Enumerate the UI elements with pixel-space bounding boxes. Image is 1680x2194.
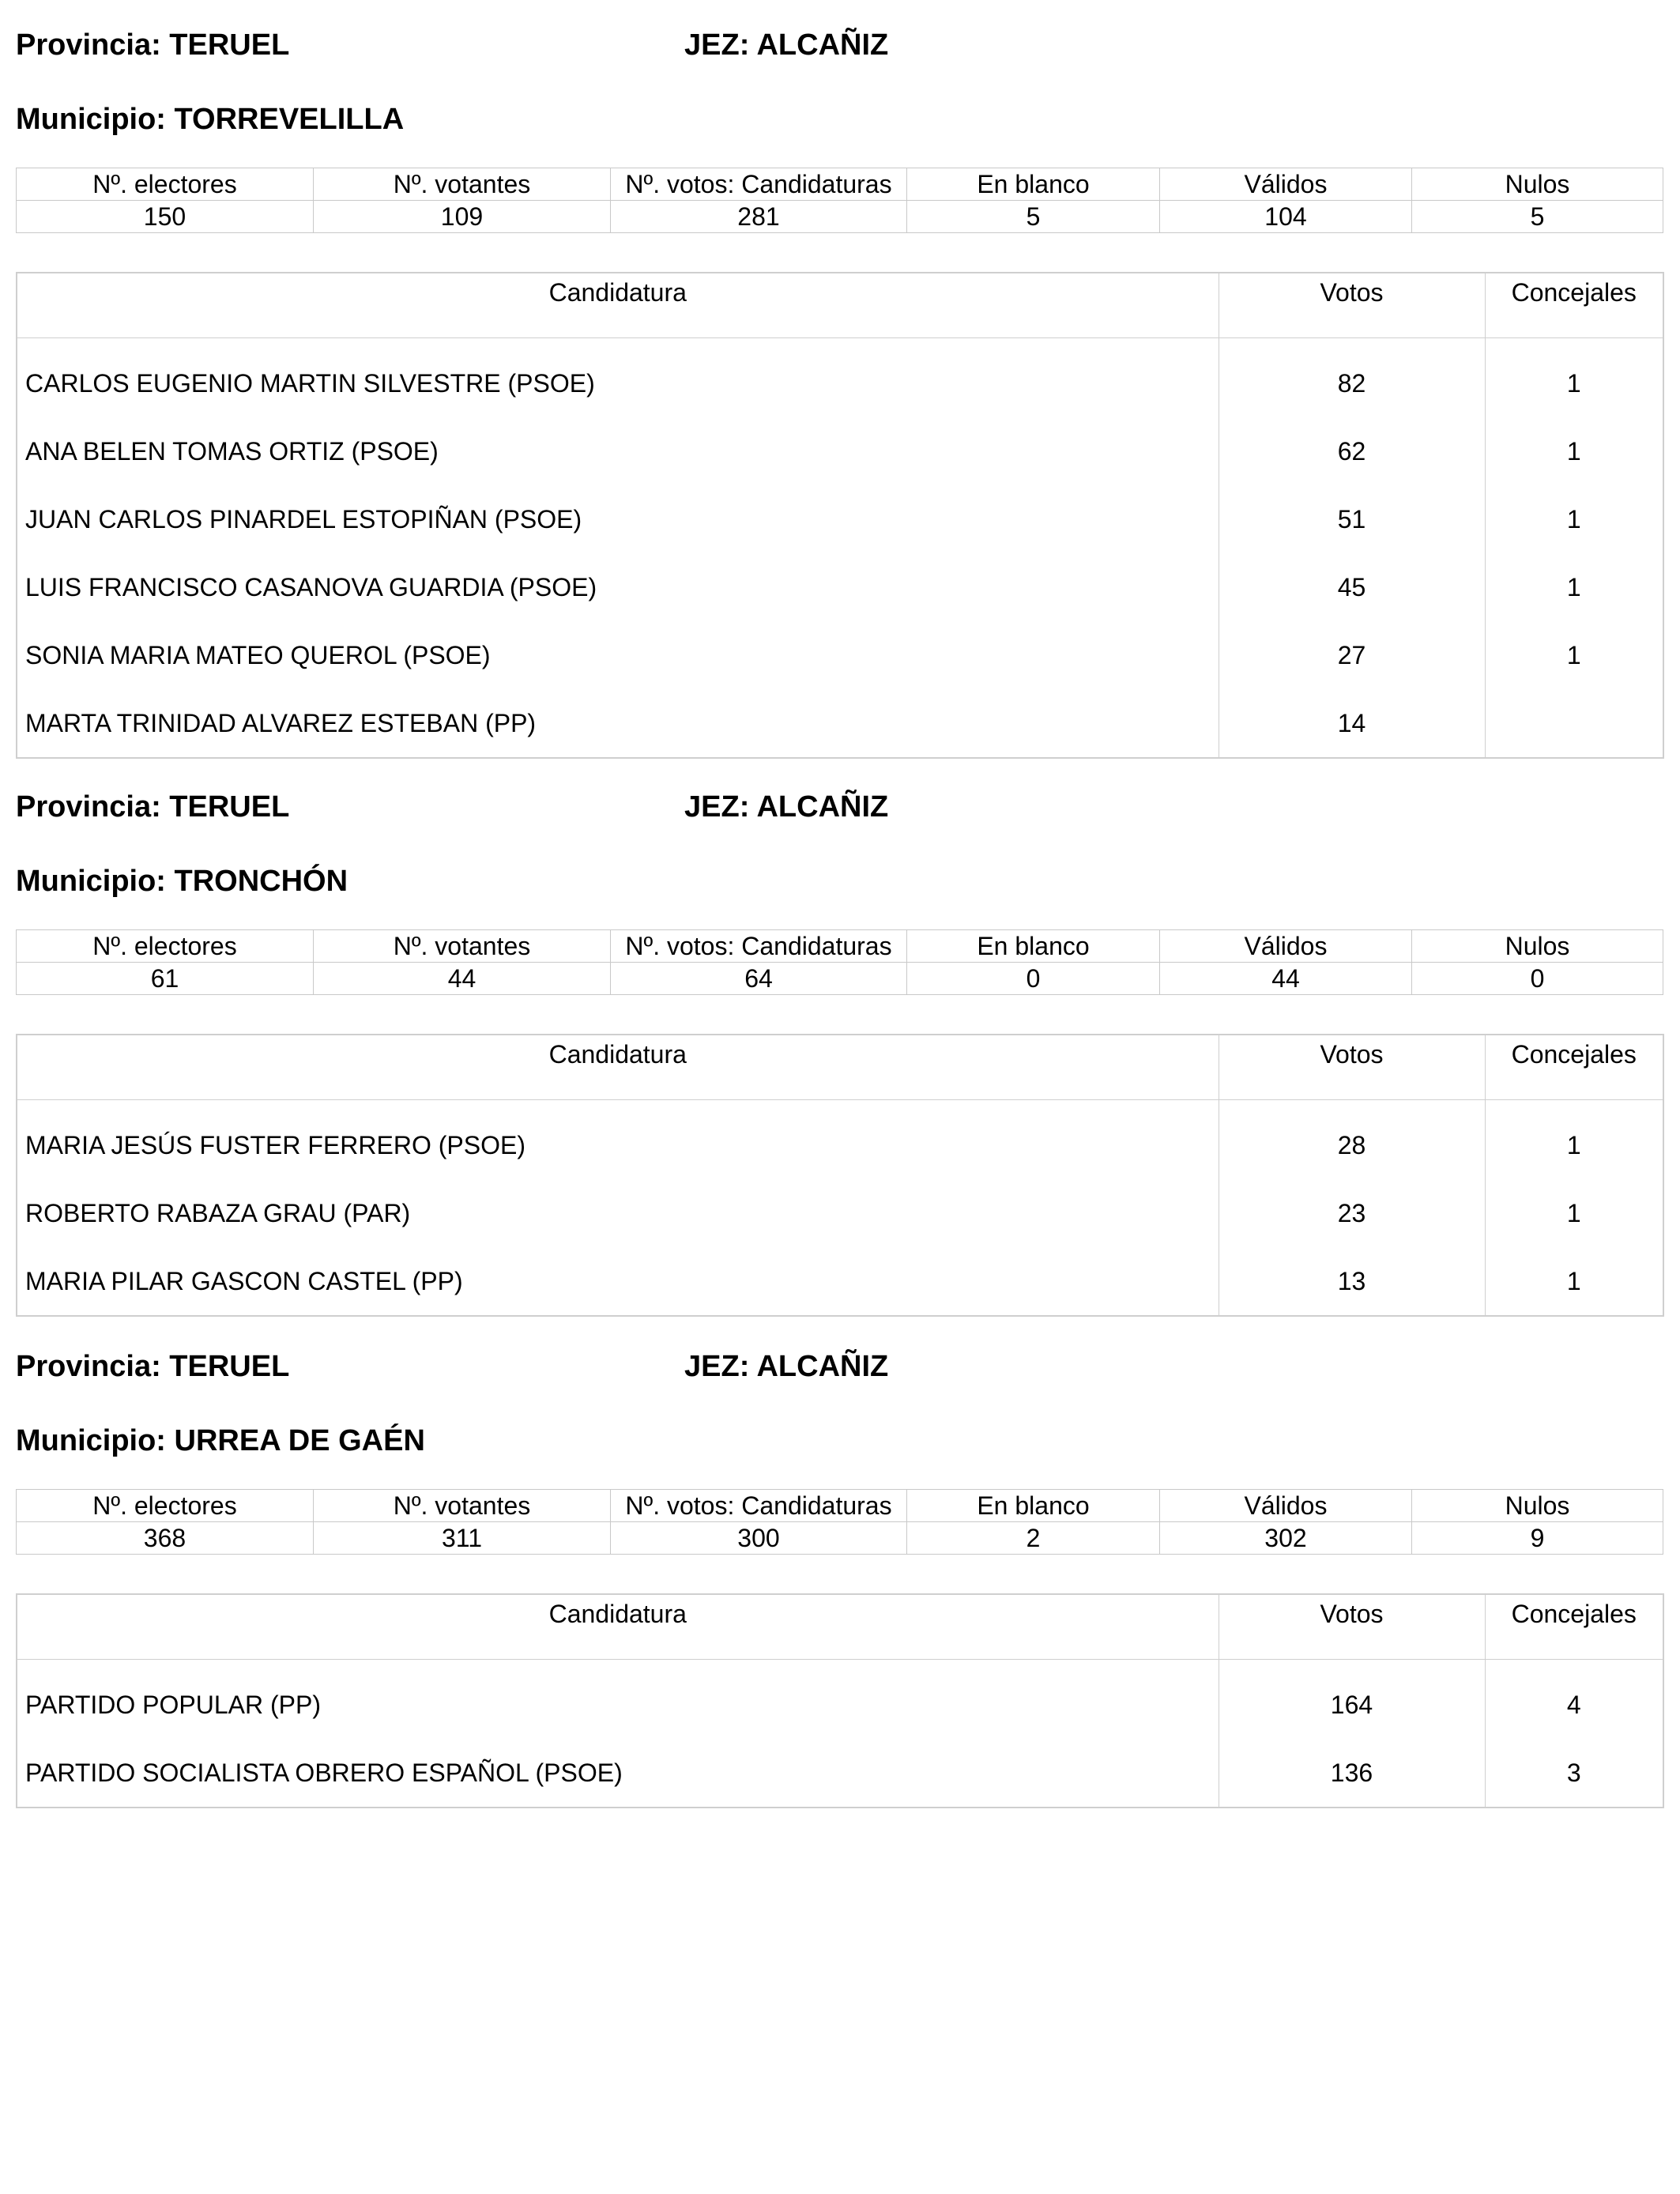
stats-value-row (17, 201, 1663, 233)
stats-value-votantes: 44 (314, 963, 611, 995)
candidate-name: MARTA TRINIDAD ALVAREZ ESTEBAN (PP) (17, 689, 1219, 758)
candidates-header-row (17, 1594, 1663, 1660)
candidate-concejales: 1 (1566, 504, 1581, 533)
table-row (17, 1739, 1663, 1808)
candidate-concejales (1485, 689, 1663, 758)
stats-header-votos-candidaturas: Nº. votos: Candidaturas (611, 930, 907, 963)
stats-header-nulos: Nulos (1412, 168, 1663, 201)
stats-header-row (17, 168, 1663, 201)
stats-header-votos-candidaturas: Nº. votos: Candidaturas (611, 168, 907, 201)
stats-header-electores: Nº. electores (17, 168, 314, 201)
stats-value-nulos: 0 (1412, 963, 1663, 995)
provincia-label: Provincia: TERUEL (16, 790, 290, 824)
stats-table (16, 168, 1663, 233)
stats-value-electores: 150 (17, 201, 314, 233)
candidate-concejales: 1 (1566, 436, 1581, 466)
stats-value-row (17, 1522, 1663, 1555)
candidates-header-row (17, 1035, 1663, 1100)
candidate-votos: 51 (1219, 485, 1485, 553)
jez-label: JEZ: ALCAÑIZ (684, 790, 889, 824)
stats-header-nulos: Nulos (1412, 930, 1663, 963)
stats-header-votantes: Nº. votantes (314, 168, 611, 201)
stats-value-electores: 368 (17, 1522, 314, 1555)
stats-value-votos-candidaturas: 64 (611, 963, 907, 995)
table-row (17, 349, 1663, 417)
candidate-name: ROBERTO RABAZA GRAU (PAR) (17, 1179, 1219, 1247)
candidate-name: ANA BELEN TOMAS ORTIZ (PSOE) (17, 417, 1219, 485)
stats-header-en-blanco: En blanco (907, 930, 1160, 963)
stats-value-electores: 61 (17, 963, 314, 995)
candidate-concejales: 1 (1566, 1130, 1581, 1159)
candidate-name: SONIA MARIA MATEO QUEROL (PSOE) (17, 621, 1219, 689)
stats-header-en-blanco: En blanco (907, 168, 1160, 201)
candidates-header-row (17, 273, 1663, 338)
stats-value-row (17, 963, 1663, 995)
candidate-votos: 45 (1219, 553, 1485, 621)
stats-header-electores: Nº. electores (17, 930, 314, 963)
candidate-votos: 62 (1219, 417, 1485, 485)
stats-table (16, 1489, 1663, 1555)
jez-label: JEZ: ALCAÑIZ (684, 28, 889, 62)
table-row (17, 621, 1663, 689)
header-votos: Votos (1219, 1035, 1485, 1100)
header-concejales: Concejales (1485, 1594, 1663, 1660)
stats-table (16, 929, 1663, 995)
stats-value-votantes: 311 (314, 1522, 611, 1555)
candidate-name: MARIA PILAR GASCON CASTEL (PP) (17, 1247, 1219, 1316)
stats-header-votos-candidaturas: Nº. votos: Candidaturas (611, 1490, 907, 1522)
candidate-votos: 82 (1219, 349, 1485, 417)
candidate-votos: 13 (1219, 1247, 1485, 1316)
header-candidatura: Candidatura (17, 1035, 1219, 1100)
table-row (17, 485, 1663, 553)
stats-value-validos: 104 (1160, 201, 1412, 233)
stats-value-votos-candidaturas: 300 (611, 1522, 907, 1555)
header-concejales: Concejales (1485, 273, 1663, 338)
jez-label: JEZ: ALCAÑIZ (684, 1350, 889, 1383)
candidate-name: JUAN CARLOS PINARDEL ESTOPIÑAN (PSOE) (17, 485, 1219, 553)
stats-value-votos-candidaturas: 281 (611, 201, 907, 233)
header-candidatura: Candidatura (17, 273, 1219, 338)
candidate-votos: 28 (1219, 1111, 1485, 1179)
stats-value-en-blanco: 2 (907, 1522, 1160, 1555)
stats-value-en-blanco: 0 (907, 963, 1160, 995)
stats-value-validos: 44 (1160, 963, 1412, 995)
candidate-name: LUIS FRANCISCO CASANOVA GUARDIA (PSOE) (17, 553, 1219, 621)
stats-header-votantes: Nº. votantes (314, 1490, 611, 1522)
table-row (17, 1179, 1663, 1247)
stats-value-nulos: 9 (1412, 1522, 1663, 1555)
provincia-label: Provincia: TERUEL (16, 1350, 290, 1383)
stats-header-nulos: Nulos (1412, 1490, 1663, 1522)
stats-header-en-blanco: En blanco (907, 1490, 1160, 1522)
stats-header-row (17, 930, 1663, 963)
candidate-votos: 136 (1219, 1739, 1485, 1808)
stats-header-votantes: Nº. votantes (314, 930, 611, 963)
candidate-concejales: 4 (1566, 1690, 1581, 1719)
stats-value-validos: 302 (1160, 1522, 1412, 1555)
stats-value-nulos: 5 (1412, 201, 1663, 233)
table-row (17, 1111, 1663, 1179)
candidate-name: PARTIDO POPULAR (PP) (17, 1671, 1219, 1739)
stats-value-votantes: 109 (314, 201, 611, 233)
candidates-table (16, 1593, 1664, 1808)
candidate-concejales: 3 (1566, 1758, 1581, 1787)
stats-header-validos: Válidos (1160, 930, 1412, 963)
table-row (17, 689, 1663, 758)
header-votos: Votos (1219, 273, 1485, 338)
municipio-label: Municipio: TORREVELILLA (16, 103, 405, 136)
stats-value-en-blanco: 5 (907, 201, 1160, 233)
candidate-concejales: 1 (1566, 368, 1581, 398)
candidate-votos: 14 (1219, 689, 1485, 758)
candidate-name: MARIA JESÚS FUSTER FERRERO (PSOE) (17, 1111, 1219, 1179)
table-row (17, 553, 1663, 621)
candidates-table (16, 272, 1664, 759)
candidate-votos: 23 (1219, 1179, 1485, 1247)
stats-header-validos: Válidos (1160, 1490, 1412, 1522)
candidate-concejales: 1 (1566, 572, 1581, 601)
municipio-label: Municipio: TRONCHÓN (16, 865, 348, 898)
table-row (17, 1671, 1663, 1739)
header-candidatura: Candidatura (17, 1594, 1219, 1660)
candidate-concejales: 1 (1566, 1198, 1581, 1227)
stats-header-electores: Nº. electores (17, 1490, 314, 1522)
table-row (17, 1247, 1663, 1316)
candidate-votos: 27 (1219, 621, 1485, 689)
candidate-concejales: 1 (1566, 640, 1581, 669)
candidate-concejales: 1 (1566, 1266, 1581, 1295)
provincia-label: Provincia: TERUEL (16, 28, 290, 62)
stats-header-row (17, 1490, 1663, 1522)
stats-header-validos: Válidos (1160, 168, 1412, 201)
table-row (17, 417, 1663, 485)
candidate-name: CARLOS EUGENIO MARTIN SILVESTRE (PSOE) (17, 349, 1219, 417)
candidates-table (16, 1034, 1664, 1317)
candidate-name: PARTIDO SOCIALISTA OBRERO ESPAÑOL (PSOE) (17, 1739, 1219, 1808)
candidate-votos: 164 (1219, 1671, 1485, 1739)
header-votos: Votos (1219, 1594, 1485, 1660)
header-concejales: Concejales (1485, 1035, 1663, 1100)
municipio-label: Municipio: URREA DE GAÉN (16, 1424, 425, 1457)
